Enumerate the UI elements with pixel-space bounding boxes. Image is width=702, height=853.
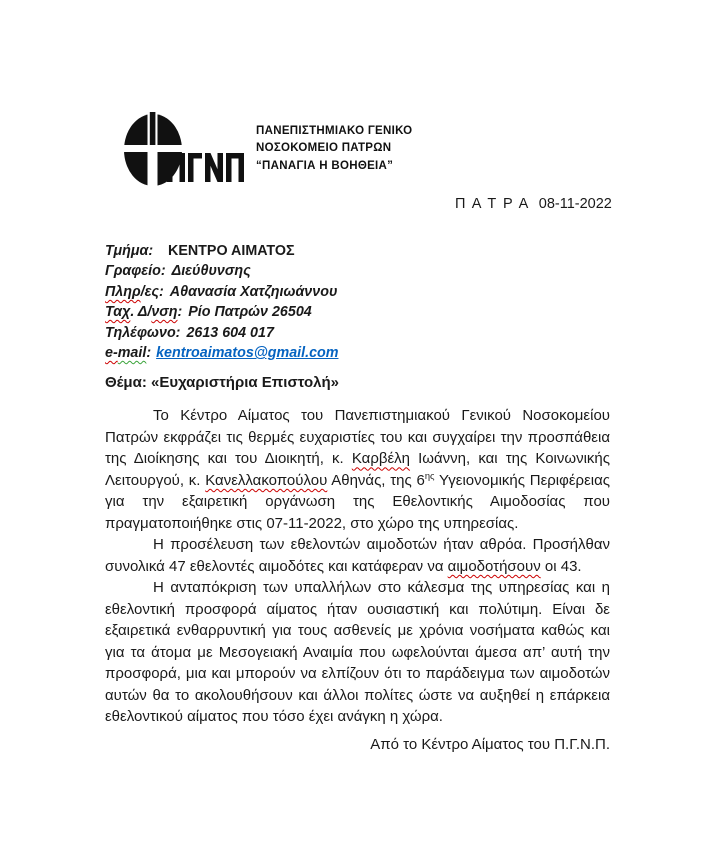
contact-label (105, 241, 162, 261)
text-run: Αθηνάς, της 6 (327, 471, 425, 489)
closing-line: Από το Κέντρο Αίματος του Π.Γ.Ν.Π. (370, 735, 610, 753)
text-run: Η ανταπόκριση των υπαλλήλων στο κάλεσμα της υπηρεσίας και η εθελοντική προσφορά αίματος ήταν ουσιαστική και πολύτιμη. Είναι δε εξαιρετικά ενθαρρυντική για τους ασθενείς με χρόνια νοσήματα καθώς και για τα άτομα με Μεσογειακή Αναιμία που ωφελούνται άμεσα απ’ αυτή την προσφορά, μια και μπορούν να ελπίζουν ότι το παράδειγμα των αιμοδοτών αυτών θα το ακολουθήσουν και άλλοι πολίτες ώστε να αυξηθεί η επάρκεια εθελοντικού αίματος που τόσο έχει ανάγκη η χώρα. (105, 579, 610, 726)
text-run: : (146, 345, 152, 362)
contact-label (105, 282, 164, 302)
contact-value (172, 263, 251, 279)
contact-row (105, 282, 702, 302)
dateline-date: 08-11-2022 (538, 196, 612, 212)
misspelled-word: Κανελλακοπούλου (205, 471, 328, 489)
text-run: Τμήμα: (105, 243, 154, 259)
dateline (455, 196, 702, 212)
subject-line: Θέμα: «Ευχαριστήρια Επιστολή» (105, 374, 339, 392)
superscript-text: ης (424, 470, 435, 481)
text-run: Ιωάννη, και της Κοινωνικής Λειτουργού, κ. (105, 450, 610, 489)
misspelled-word: νση (151, 304, 178, 321)
organization-name (256, 123, 412, 176)
misspelled-word: Ταχ (105, 304, 131, 321)
contact-row (105, 343, 702, 363)
text-run: Το Κέντρο Αίματος του Πανεπιστημιακού Γενικού Νοσοκομείου Πατρών εκφράζει τις θερμές ευχαριστίες του και συγχαίρει την προσπάθεια της Διοίκησης και του Διοικητή, κ. (105, 407, 610, 468)
text-run: 2613 604 017 (186, 324, 274, 341)
text-run: : (177, 304, 183, 321)
misspelled-word: αιμοδοτήσουν (447, 557, 541, 575)
letter-body (105, 405, 610, 728)
letterhead (122, 110, 702, 188)
contact-value (168, 243, 295, 259)
grammar-flagged-word: mail (117, 345, 147, 362)
contact-value (186, 325, 273, 341)
text-run: ΚΕΝΤΡΟ ΑΙΜΑΤΟΣ (168, 243, 295, 259)
logo-acronym-glyphs (167, 153, 244, 182)
text-run: Τηλέφωνο: (105, 324, 181, 341)
contact-row (105, 323, 702, 343)
body-paragraph (105, 405, 610, 534)
logo-cross-stem (150, 112, 156, 145)
contact-value (188, 304, 311, 320)
text-run: Υγειονομικής Περιφέρειας για την εξαιρετική οργάνωση της Εθελοντικής Αιμοδοσίας που πραγματοποιήθηκε στις 07-11-2022, στο χώρο της υπηρεσίας. (105, 471, 611, 532)
org-line-2: ΝΟΣΟΚΟΜΕΙΟ ΠΑΤΡΩΝ (256, 142, 392, 155)
email-link[interactable]: kentroaimatos@gmail.com (156, 345, 339, 362)
text-run: Διεύθυνσης (171, 263, 251, 280)
misspelled-word: Πληρ (105, 283, 141, 300)
hospital-logo (122, 110, 250, 188)
body-paragraph (105, 577, 610, 728)
text-run: οι 43. (540, 557, 582, 575)
contact-row (105, 241, 702, 261)
contact-value (170, 284, 338, 300)
misspelled-word: Καρβέλη (351, 450, 411, 468)
contact-value (156, 345, 338, 361)
text-run: Ρίο Πατρών 26504 (188, 304, 312, 321)
misspelled-word: e- (105, 345, 118, 362)
text-run: /ες: (140, 283, 164, 300)
text-run: Αθανασία Χατζηιωάννου (169, 283, 338, 300)
contact-label (105, 323, 180, 343)
text-run: . Δ/ (130, 304, 152, 321)
contact-row (105, 302, 702, 322)
org-line-1: ΠΑΝΕΠΙΣΤΗΜΙΑΚΟ ΓΕΝΙΚΟ (256, 124, 413, 137)
contact-label (105, 261, 166, 281)
contact-label (105, 343, 151, 363)
contact-row (105, 261, 702, 281)
dateline-city: Π Α Τ Ρ Α (455, 196, 530, 212)
contact-label (105, 302, 182, 322)
contact-block (105, 241, 702, 363)
text-run: Η προσέλευση των εθελοντών αιμοδοτών ήταν αθρόα. Προσήλθαν συνολικά 47 εθελοντές αιμοδότες και κατάφεραν να (105, 536, 610, 575)
org-line-3: “ΠΑΝΑΓΙΑ Η ΒΟΗΘΕΙΑ” (256, 159, 394, 172)
text-run: Γραφείο: (105, 263, 166, 280)
body-paragraph (105, 534, 610, 577)
